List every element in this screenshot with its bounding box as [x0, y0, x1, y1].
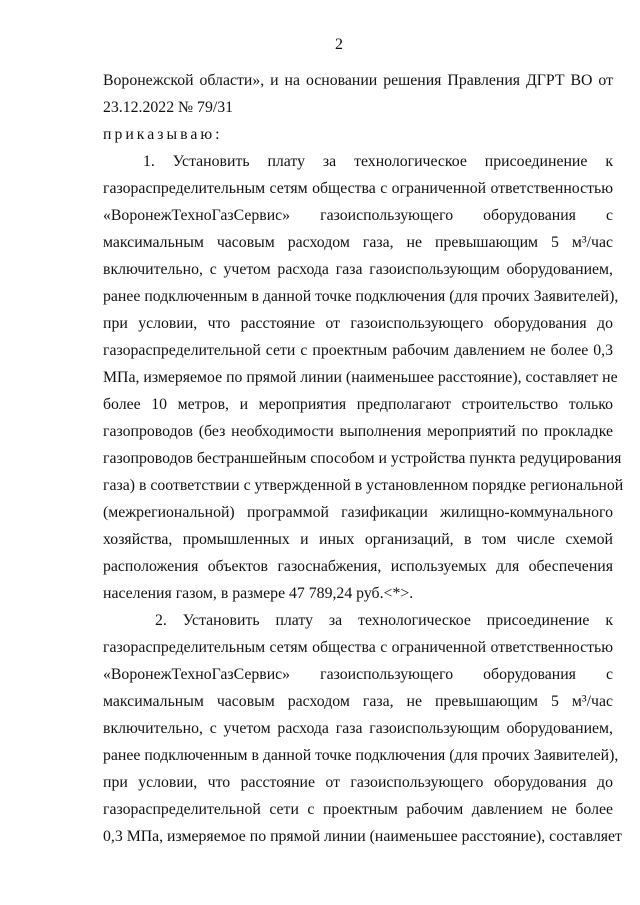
text-line: более 10 метров, и мероприятия предполагают строительство только [103, 396, 613, 413]
text-line: газораспределительной сети с проектным рабочим давлением не более [103, 801, 613, 818]
paragraph-1-start: 1. Установить плату за технологическое присоединение к [143, 153, 613, 170]
order-keyword: приказываю: [103, 126, 223, 143]
text-line: газопроводов (без необходимости выполнения мероприятий по прокладке [103, 423, 613, 440]
text-line: Воронежской области», и на основании решения Правления ДГРТ ВО от [103, 72, 613, 89]
text-line: газопроводов бестраншейным способом и устройства пункта редуцирования [103, 450, 622, 467]
text-line: 23.12.2022 № 79/31 [103, 99, 234, 116]
text-line: газа) в соответствии с утвержденной в установленном порядке региональной [103, 477, 624, 494]
text-line: «ВоронежТехноГазСервис» газоиспользующего оборудования с [103, 666, 613, 683]
text-line: при условии, что расстояние от газоиспользующего оборудования до [103, 774, 613, 791]
text-line: (межрегиональной) программой газификации жилищно-коммунального [103, 504, 613, 521]
text-line: ранее подключенным в данной точке подключения (для прочих Заявителей), [103, 747, 619, 764]
text-line: ранее подключенным в данной точке подключения (для прочих Заявителей), [103, 288, 619, 305]
text-line: 0,3 МПа, измеряемое по прямой линии (наименьшее расстояние), составляет [103, 828, 622, 845]
paragraph-1-end: населения газом, в размере 47 789,24 руб.<*>. [103, 585, 414, 602]
text-line: включительно, с учетом расхода газа газоиспользующим оборудованием, [103, 261, 613, 278]
text-line: максимальным часовым расходом газа, не превышающим 5 м³/час [103, 234, 613, 251]
text-line: расположения объектов газоснабжения, используемых для обеспечения [103, 558, 613, 575]
text-line: включительно, с учетом расхода газа газоиспользующим оборудованием, [103, 720, 613, 737]
text-line: хозяйства, промышленных и иных организаций, в том числе схемой [103, 531, 613, 548]
text-line: при условии, что расстояние от газоиспользующего оборудования до [103, 315, 613, 332]
text-line: максимальным часовым расходом газа, не превышающим 5 м³/час [103, 693, 613, 710]
page-number: 2 [335, 36, 343, 53]
text-line: газораспределительной сети с проектным рабочим давлением не более 0,3 [103, 342, 613, 359]
document-body [103, 67, 624, 850]
paragraph-2-start: 2. Установить плату за технологическое присоединение к [155, 612, 613, 629]
text-line: МПа, измеряемое по прямой линии (наименьшее расстояние), составляет не [103, 369, 618, 386]
text-line: «ВоронежТехноГазСервис» газоиспользующего оборудования с [103, 207, 613, 224]
text-line: газораспределительным сетям общества с ограниченной ответственностью [103, 639, 613, 656]
text-line: газораспределительным сетям общества с ограниченной ответственностью [103, 180, 613, 197]
